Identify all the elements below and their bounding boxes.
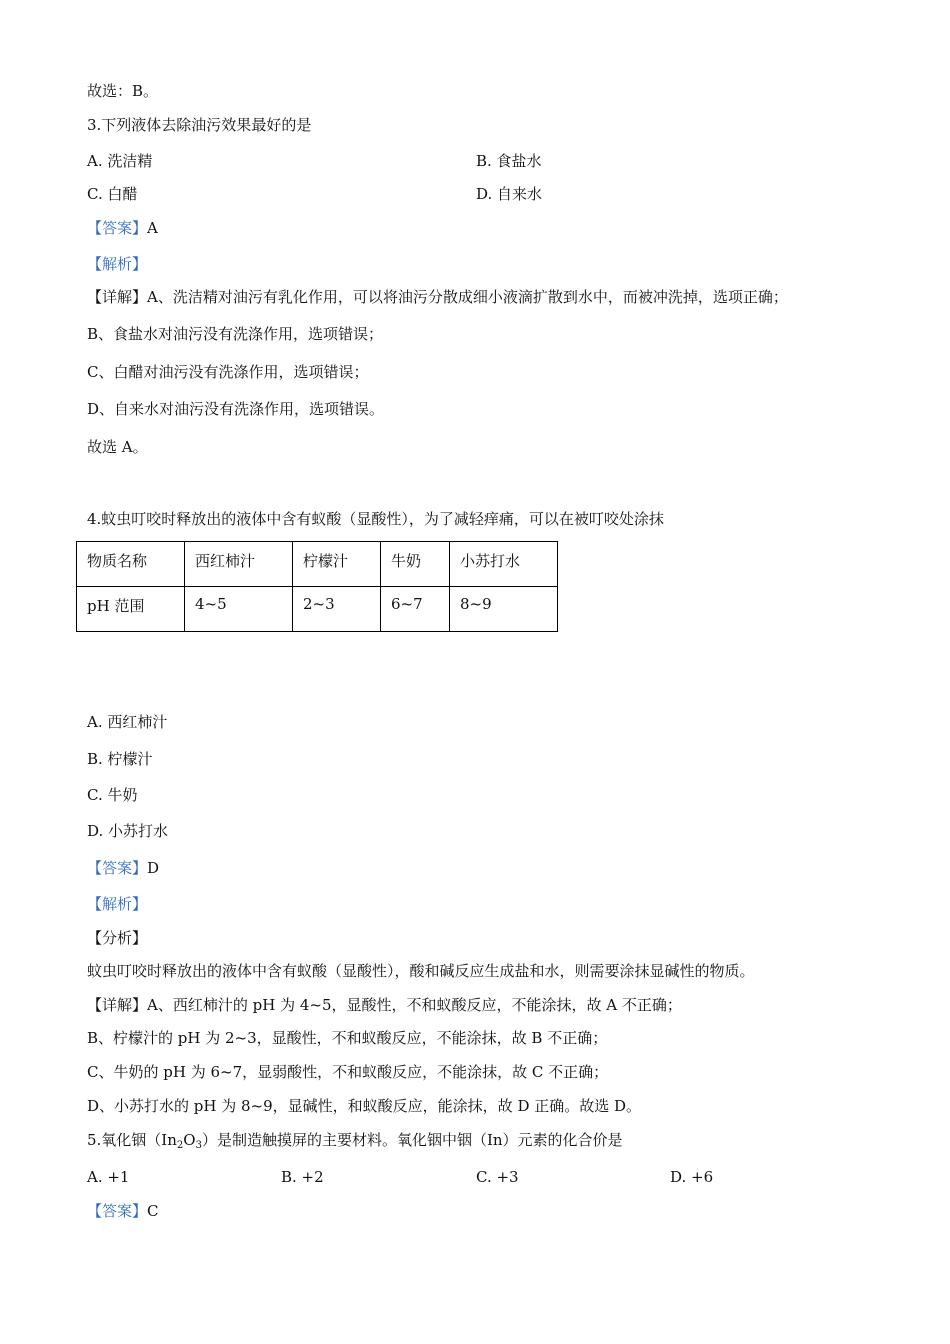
q5-text-1: 5.氧化铟（In [87,1131,177,1149]
table-row-header [77,542,558,587]
detail-text: A、西红柿汁的 pH 为 4~5，显酸性，不和蚁酸反应，不能涂抹，故 A 不正确； [147,996,682,1014]
table-cell: 8~9 [450,587,558,632]
q3-option-b: B. 食盐水 [476,152,542,170]
answer-tag: 【答案】 [87,219,148,237]
table-row-ph [77,587,558,632]
table-cell: 柠檬汁 [293,542,381,587]
q4-analysis-tag: 【解析】 [87,895,148,913]
q4-detail-c: C、牛奶的 pH 为 6~7，显弱酸性，不和蚁酸反应，不能涂抹，故 C 不正确； [87,1063,609,1081]
answer-value: C [147,1202,159,1220]
q5-sub-1: 2 [176,1140,184,1151]
q4-fenxi-text: 蚊虫叮咬时释放出的液体中含有蚁酸（显酸性），酸和碱反应生成盐和水，则需要涂抹显碱性的物质。 [87,962,755,980]
q4-fenxi-tag: 【分析】 [87,929,148,947]
answer-value: A [147,219,158,237]
q3-option-c: C. 白醋 [87,185,138,203]
q4-option-a: A. 西红柿汁 [87,713,168,731]
q3-detail-d: D、自来水对油污没有洗涤作用，选项错误。 [87,400,385,418]
q4-answer [87,858,159,878]
table-cell: 2~3 [293,587,381,632]
q4-detail-d: D、小苏打水的 pH 为 8~9，显碱性，和蚁酸反应，能涂抹，故 D 正确。故选 D。 [87,1097,642,1115]
answer-value: D [147,859,160,877]
q4-detail-b: B、柠檬汁的 pH 为 2~3，显酸性，不和蚁酸反应，不能涂抹，故 B 不正确； [87,1029,608,1047]
q5-sub-2: 3 [195,1140,202,1151]
table-cell: pH 范围 [77,587,185,632]
q4-detail [87,995,682,1015]
q3-analysis-tag: 【解析】 [87,255,148,273]
table-cell: 牛奶 [381,542,450,587]
q5-option-b: B. +2 [281,1168,324,1186]
question-5 [87,1130,623,1150]
question-3: 3.下列液体去除油污效果最好的是 [87,116,312,134]
q5-option-d: D. +6 [670,1168,714,1186]
q3-detail-c: C、白醋对油污没有洗涤作用，选项错误； [87,363,369,381]
q5-text-2: O [183,1131,196,1149]
table-cell: 4~5 [185,587,293,632]
table-cell: 西红柿汁 [185,542,293,587]
q3-option-a: A. 洗洁精 [87,152,153,170]
q5-option-a: A. +1 [87,1168,130,1186]
q4-option-c: C. 牛奶 [87,786,138,804]
table-cell: 物质名称 [77,542,185,587]
q4-option-d: D. 小苏打水 [87,822,169,840]
q3-detail [87,287,788,307]
q3-detail-b: B、食盐水对油污没有洗涤作用，选项错误； [87,325,384,343]
detail-tag: 【详解】 [87,996,148,1014]
detail-tag: 【详解】 [87,288,148,306]
q5-option-c: C. +3 [476,1168,519,1186]
q3-answer [87,218,158,238]
table-cell: 6~7 [381,587,450,632]
detail-text: A、洗洁精对油污有乳化作用，可以将油污分散成细小液滴扩散到水中，而被冲洗掉，选项正确； [147,288,788,306]
table-cell: 小苏打水 [450,542,558,587]
answer-tag: 【答案】 [87,859,148,877]
q4-option-b: B. 柠檬汁 [87,750,153,768]
q5-answer [87,1201,159,1221]
conclusion-q2: 故选：B。 [87,82,159,100]
ph-table [76,541,558,632]
q5-text-3: ）是制造触摸屏的主要材料。氧化铟中铟（In）元素的化合价是 [201,1131,623,1149]
q3-conclusion: 故选 A。 [87,438,148,456]
answer-tag: 【答案】 [87,1202,148,1220]
q3-option-d: D. 自来水 [476,185,543,203]
question-4: 4.蚊虫叮咬时释放出的液体中含有蚁酸（显酸性），为了减轻痒痛，可以在被叮咬处涂抹 [87,510,664,528]
